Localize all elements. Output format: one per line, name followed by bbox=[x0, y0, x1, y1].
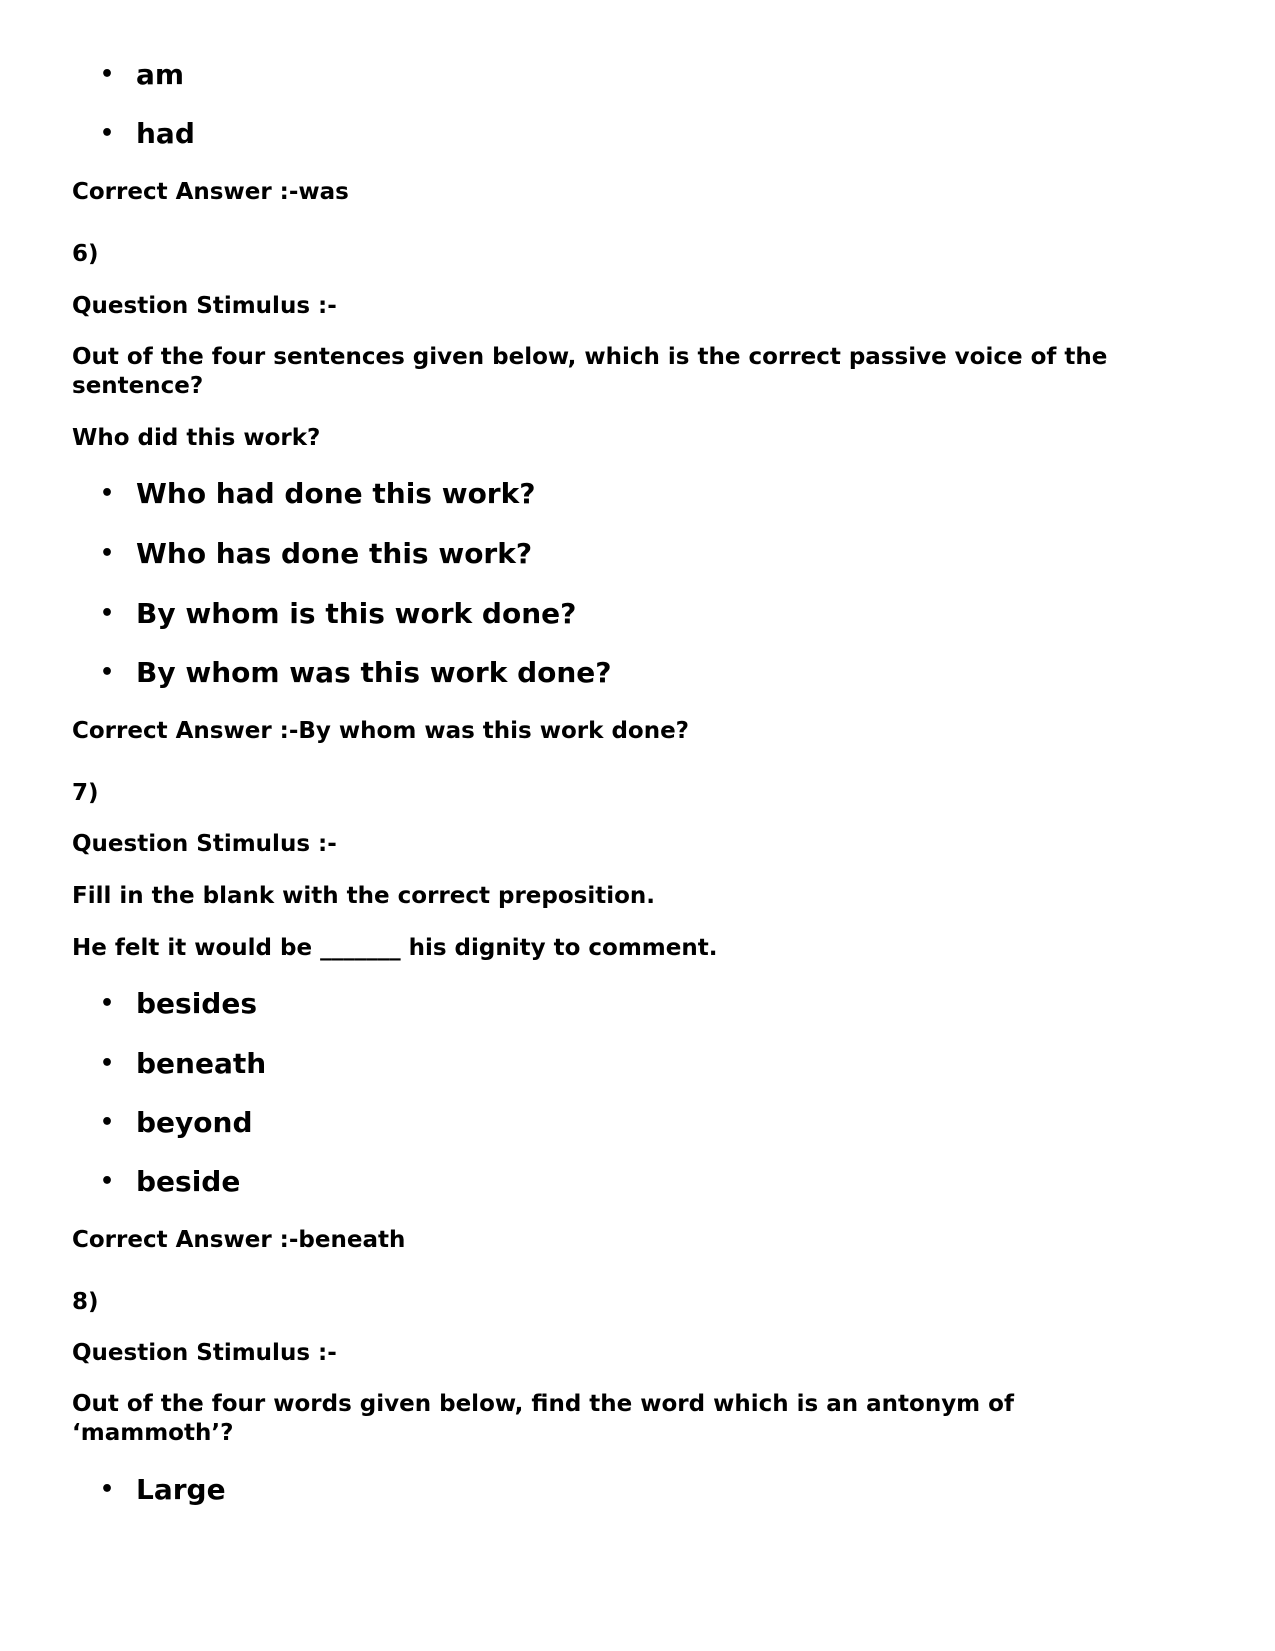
option-item bbox=[100, 1473, 226, 1507]
correct-answer: Correct Answer :-beneath bbox=[72, 1227, 406, 1253]
option-item bbox=[100, 597, 576, 631]
bullet-icon: • bbox=[100, 62, 115, 87]
option-text: beside bbox=[136, 1165, 241, 1198]
bullet-icon: • bbox=[100, 1169, 115, 1194]
option-text: By whom is this work done? bbox=[136, 597, 577, 630]
question-number: 7) bbox=[72, 780, 99, 806]
question-text: Fill in the blank with the correct preposition. bbox=[72, 883, 656, 909]
option-item bbox=[100, 987, 257, 1021]
option-item bbox=[100, 1106, 253, 1140]
option-text: Large bbox=[136, 1473, 226, 1506]
question-stimulus-label: Question Stimulus :- bbox=[72, 293, 337, 319]
correct-answer: Correct Answer :-was bbox=[72, 179, 349, 205]
bullet-icon: • bbox=[100, 481, 115, 506]
option-item bbox=[100, 1047, 266, 1081]
bullet-icon: • bbox=[100, 1477, 115, 1502]
option-item bbox=[100, 117, 195, 151]
option-item bbox=[100, 1165, 240, 1199]
question-number: 8) bbox=[72, 1289, 99, 1315]
option-item bbox=[100, 537, 532, 571]
correct-answer: Correct Answer :-By whom was this work done? bbox=[72, 718, 690, 744]
option-item bbox=[100, 58, 184, 92]
option-text: beyond bbox=[136, 1106, 253, 1139]
bullet-icon: • bbox=[100, 660, 115, 685]
bullet-icon: • bbox=[100, 991, 115, 1016]
option-text: By whom was this work done? bbox=[136, 656, 612, 689]
bullet-icon: • bbox=[100, 121, 115, 146]
option-text: Who had done this work? bbox=[136, 477, 536, 510]
question-sentence: He felt it would be _______ his dignity to comment. bbox=[72, 935, 718, 961]
option-item bbox=[100, 477, 535, 511]
option-text: beneath bbox=[136, 1047, 267, 1080]
option-item bbox=[100, 656, 612, 690]
question-stimulus-label: Question Stimulus :- bbox=[72, 831, 337, 857]
option-text: besides bbox=[136, 987, 257, 1020]
question-sentence: Who did this work? bbox=[72, 425, 321, 451]
option-text: had bbox=[136, 117, 195, 150]
question-text: Out of the four words given below, find the word which is an antonym of ‘mammoth’? bbox=[72, 1391, 1014, 1446]
option-text: am bbox=[136, 58, 185, 91]
question-stimulus-label: Question Stimulus :- bbox=[72, 1340, 337, 1366]
question-number: 6) bbox=[72, 241, 99, 267]
question-text: Out of the four sentences given below, which is the correct passive voice of the sentence? bbox=[72, 344, 1108, 399]
bullet-icon: • bbox=[100, 1110, 115, 1135]
option-text: Who has done this work? bbox=[136, 537, 533, 570]
bullet-icon: • bbox=[100, 541, 115, 566]
bullet-icon: • bbox=[100, 601, 115, 626]
bullet-icon: • bbox=[100, 1051, 115, 1076]
